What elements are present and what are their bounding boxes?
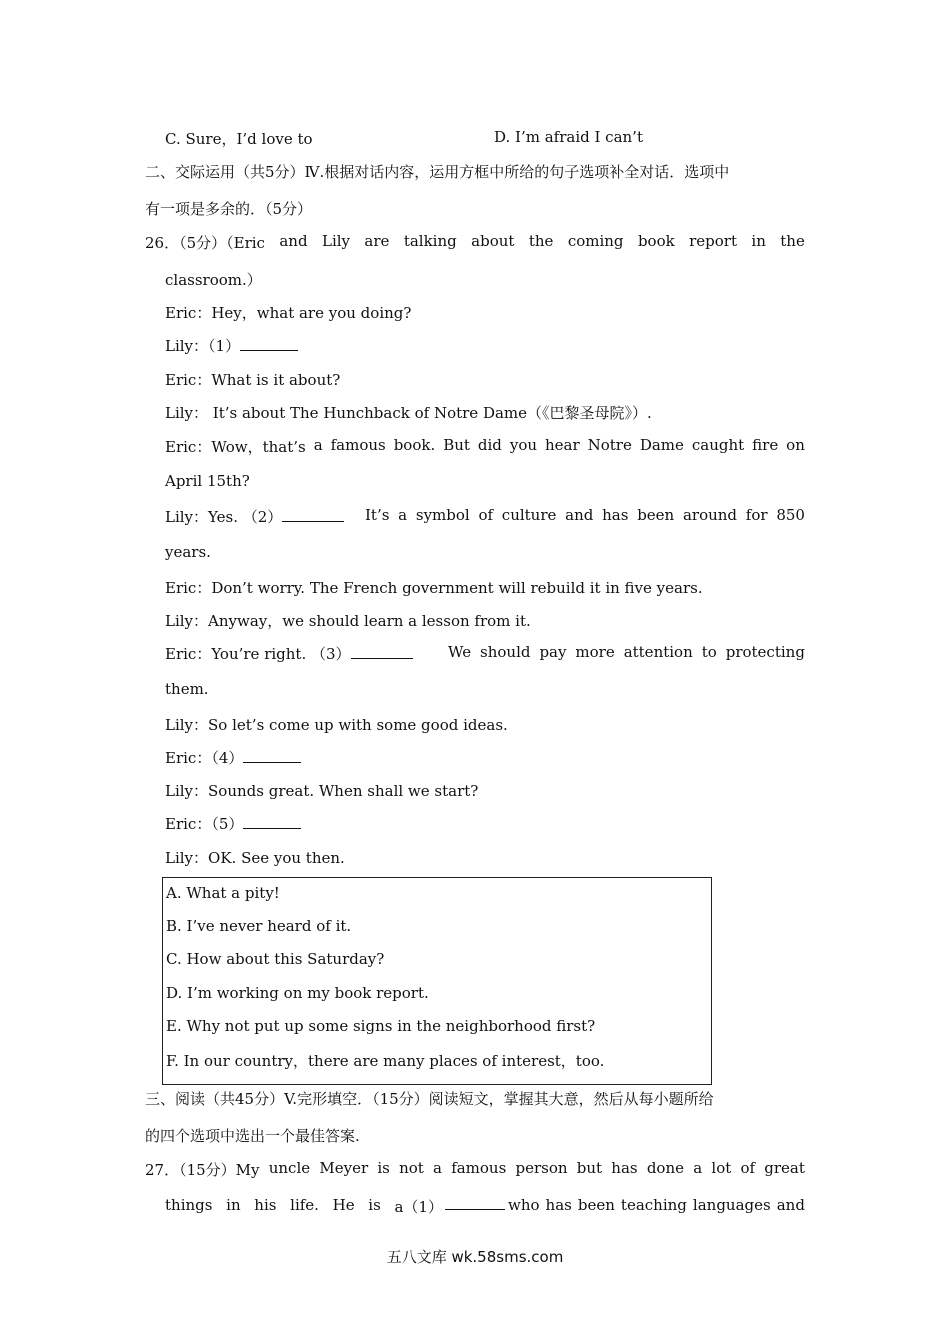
word: culture bbox=[501, 506, 557, 524]
word: in bbox=[751, 232, 766, 250]
answer-blank-27-1[interactable] bbox=[445, 1197, 505, 1210]
q26-intro-line2: classroom.） bbox=[165, 271, 262, 289]
word: caught bbox=[691, 436, 745, 454]
answer-blank-5[interactable] bbox=[243, 816, 301, 829]
word: in bbox=[226, 1196, 241, 1214]
word: pay bbox=[539, 643, 567, 661]
dialogue-line: Eric：Don’t worry. The French government will rebuild it in five years. bbox=[165, 579, 703, 597]
dialogue-line-cont: years. bbox=[165, 543, 211, 561]
word: should bbox=[480, 643, 531, 661]
dialogue-line-blank-2-post bbox=[365, 506, 805, 524]
word: 27．（15分）My bbox=[145, 1161, 260, 1179]
word: great bbox=[764, 1159, 805, 1177]
word: Dame bbox=[639, 436, 684, 454]
word: talking bbox=[403, 232, 457, 250]
q26-intro-line1 bbox=[145, 232, 805, 253]
answer-blank-3[interactable] bbox=[351, 646, 413, 659]
choice-a: A. What a pity! bbox=[166, 884, 280, 902]
word: famous bbox=[330, 436, 386, 454]
choice-c: C. How about this Saturday? bbox=[166, 950, 385, 968]
word: is bbox=[368, 1196, 381, 1214]
word: life. bbox=[290, 1196, 319, 1214]
word: the bbox=[528, 232, 554, 250]
dialogue-line: Eric：Hey，what are you doing? bbox=[165, 304, 412, 322]
footer-watermark: 五八文库 wk.58sms.com bbox=[386, 1248, 564, 1266]
choice-b: B. I’ve never heard of it. bbox=[166, 917, 352, 935]
word: 26．（5分）（Eric bbox=[145, 234, 265, 252]
q27-line2-pre bbox=[165, 1196, 443, 1217]
word: on bbox=[786, 436, 805, 454]
word: a bbox=[398, 506, 408, 524]
dialogue-line: Lily： It’s about The Hunchback of Notre Dame（《巴黎圣母院》）. bbox=[165, 404, 652, 422]
word: and bbox=[279, 232, 308, 250]
choice-d: D. I’m working on my book report. bbox=[166, 984, 429, 1002]
word: a bbox=[693, 1159, 703, 1177]
section2-heading-line2: 有一项是多余的．（5分） bbox=[145, 200, 313, 218]
dialogue-line: Lily：OK. See you then. bbox=[165, 849, 345, 867]
word: a bbox=[313, 436, 323, 454]
word: person bbox=[515, 1159, 568, 1177]
word: famous bbox=[451, 1159, 507, 1177]
word: book bbox=[637, 232, 675, 250]
word: coming bbox=[567, 232, 624, 250]
word: you bbox=[509, 436, 538, 454]
dialogue-line: Lily：Sounds great. When shall we start? bbox=[165, 782, 479, 800]
word: Notre bbox=[587, 436, 632, 454]
word: but bbox=[576, 1159, 603, 1177]
word: a bbox=[433, 1159, 442, 1177]
word: and bbox=[565, 506, 594, 524]
dialogue-line-cont: April 15th? bbox=[165, 472, 250, 490]
dialogue-line: Lily：Anyway，we should learn a lesson from it. bbox=[165, 612, 531, 630]
word: teaching bbox=[620, 1196, 687, 1214]
choice-e: E. Why not put up some signs in the neighborhood first? bbox=[166, 1017, 596, 1035]
dialogue-line bbox=[165, 436, 805, 457]
option-d: D. I’m afraid I can’t bbox=[494, 128, 643, 146]
word: report bbox=[689, 232, 737, 250]
word: about bbox=[471, 232, 515, 250]
word: Lily bbox=[321, 232, 351, 250]
choice-f: F. In our country，there are many places of interest，too. bbox=[166, 1052, 605, 1070]
word: been bbox=[577, 1196, 615, 1214]
dialogue-line-blank-4: Eric：（4） bbox=[165, 747, 301, 768]
dialogue-line-blank-3-post bbox=[448, 643, 805, 661]
word: is bbox=[377, 1159, 390, 1177]
dialogue-line-cont: them. bbox=[165, 680, 209, 698]
q27-line2-post bbox=[508, 1196, 805, 1214]
option-c: C. Sure，I’d love to bbox=[165, 130, 313, 148]
word: languages bbox=[692, 1196, 771, 1214]
q27-line2-blank bbox=[445, 1196, 505, 1214]
word: has bbox=[611, 1159, 638, 1177]
section3-heading-line2: 的四个选项中选出一个最佳答案. bbox=[145, 1127, 360, 1145]
word: uncle bbox=[268, 1159, 311, 1177]
word: He bbox=[332, 1196, 355, 1214]
word: a（1） bbox=[394, 1198, 443, 1216]
dialogue-line: Eric：What is it about? bbox=[165, 371, 341, 389]
dialogue-line-blank-1: Lily：（1） bbox=[165, 335, 298, 356]
word: book. bbox=[393, 436, 436, 454]
word: has bbox=[602, 506, 629, 524]
word: for bbox=[745, 506, 768, 524]
word: But bbox=[443, 436, 470, 454]
word: more bbox=[575, 643, 615, 661]
answer-blank-2[interactable] bbox=[282, 509, 344, 522]
word: done bbox=[646, 1159, 684, 1177]
word: things bbox=[165, 1196, 213, 1214]
word: not bbox=[399, 1159, 424, 1177]
word: symbol bbox=[415, 506, 470, 524]
word: to bbox=[701, 643, 717, 661]
word: did bbox=[477, 436, 502, 454]
word: been bbox=[637, 506, 675, 524]
word: We bbox=[448, 643, 472, 661]
word: who bbox=[508, 1196, 540, 1214]
word: of bbox=[740, 1159, 756, 1177]
answer-blank-4[interactable] bbox=[243, 750, 301, 763]
word: It’s bbox=[365, 506, 390, 524]
word: protecting bbox=[725, 643, 805, 661]
word: fire bbox=[752, 436, 779, 454]
word: and bbox=[776, 1196, 805, 1214]
word: his bbox=[254, 1196, 277, 1214]
dialogue-line: Lily：So let’s come up with some good ideas. bbox=[165, 716, 508, 734]
word: Eric：Wow，that’s bbox=[165, 438, 306, 456]
word: 850 bbox=[776, 506, 805, 524]
dialogue-line-blank-2-pre: Lily：Yes. （2） bbox=[165, 506, 344, 527]
q27-line1 bbox=[145, 1159, 805, 1180]
answer-blank-1[interactable] bbox=[240, 338, 298, 351]
word: attention bbox=[623, 643, 693, 661]
section2-heading-line1: 二、交际运用（共5分）Ⅳ.根据对话内容，运用方框中所给的句子选项补全对话．选项中 bbox=[145, 163, 730, 181]
word: around bbox=[682, 506, 738, 524]
dialogue-line-blank-3-pre: Eric：You’re right. （3） bbox=[165, 643, 413, 664]
word: Meyer bbox=[319, 1159, 369, 1177]
word: of bbox=[478, 506, 494, 524]
word: are bbox=[364, 232, 390, 250]
section3-heading-line1: 三、阅读（共45分）V.完形填空．（15分）阅读短文，掌握其大意，然后从每小题所给 bbox=[145, 1090, 714, 1108]
dialogue-line-blank-5: Eric：（5） bbox=[165, 813, 301, 834]
word: has bbox=[545, 1196, 572, 1214]
word: hear bbox=[545, 436, 580, 454]
word: the bbox=[780, 232, 805, 250]
word: lot bbox=[711, 1159, 732, 1177]
